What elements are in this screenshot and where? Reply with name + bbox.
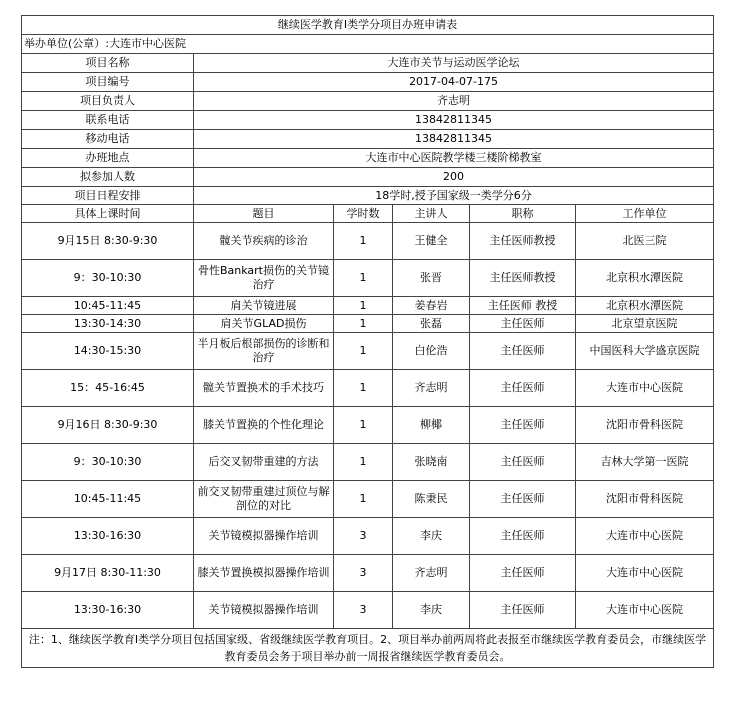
info-value: 13842811345 bbox=[194, 130, 714, 149]
session-time: 10:45-11:45 bbox=[22, 481, 194, 518]
session-speaker: 陈秉民 bbox=[393, 481, 470, 518]
session-hours: 1 bbox=[334, 481, 393, 518]
session-topic: 髋关节疾病的诊治 bbox=[194, 223, 334, 260]
session-speaker: 齐志明 bbox=[393, 370, 470, 407]
session-time: 14:30-15:30 bbox=[22, 333, 194, 370]
session-unit: 北京积水潭医院 bbox=[576, 297, 714, 315]
session-time: 15：45-16:45 bbox=[22, 370, 194, 407]
schedule-row bbox=[22, 223, 714, 260]
session-topic: 骨性Bankart损伤的关节镜治疗 bbox=[194, 260, 334, 297]
session-rank: 主任医师 bbox=[470, 407, 576, 444]
title-row bbox=[22, 16, 714, 35]
session-unit: 沈阳市骨科医院 bbox=[576, 407, 714, 444]
info-label: 项目编号 bbox=[22, 73, 194, 92]
session-time: 9月17日 8:30-11:30 bbox=[22, 555, 194, 592]
session-time: 13:30-16:30 bbox=[22, 592, 194, 629]
session-speaker: 张磊 bbox=[393, 315, 470, 333]
schedule-row bbox=[22, 481, 714, 518]
session-unit: 大连市中心医院 bbox=[576, 518, 714, 555]
note-row bbox=[22, 629, 714, 668]
session-unit: 沈阳市骨科医院 bbox=[576, 481, 714, 518]
session-speaker: 张晓南 bbox=[393, 444, 470, 481]
info-value: 18学时,授予国家级一类学分6分 bbox=[194, 187, 714, 205]
schedule-row bbox=[22, 444, 714, 481]
info-label: 联系电话 bbox=[22, 111, 194, 130]
schedule-row bbox=[22, 315, 714, 333]
session-hours: 1 bbox=[334, 315, 393, 333]
session-speaker: 柳椰 bbox=[393, 407, 470, 444]
session-speaker: 齐志明 bbox=[393, 555, 470, 592]
session-rank: 主任医师 bbox=[470, 518, 576, 555]
schedule-row bbox=[22, 518, 714, 555]
info-label: 拟参加人数 bbox=[22, 168, 194, 187]
organizer-label: 举办单位(公章）:大连市中心医院 bbox=[22, 35, 714, 54]
session-rank: 主任医师 bbox=[470, 592, 576, 629]
schedule-row bbox=[22, 297, 714, 315]
info-value: 大连市关节与运动医学论坛 bbox=[194, 54, 714, 73]
session-unit: 中国医科大学盛京医院 bbox=[576, 333, 714, 370]
info-label: 办班地点 bbox=[22, 149, 194, 168]
session-time: 13:30-14:30 bbox=[22, 315, 194, 333]
session-hours: 1 bbox=[334, 260, 393, 297]
session-unit: 吉林大学第一医院 bbox=[576, 444, 714, 481]
session-rank: 主任医师 bbox=[470, 481, 576, 518]
session-hours: 3 bbox=[334, 555, 393, 592]
header-speaker: 主讲人 bbox=[393, 205, 470, 223]
organizer-row bbox=[22, 35, 714, 54]
schedule-row bbox=[22, 370, 714, 407]
session-speaker: 李庆 bbox=[393, 518, 470, 555]
session-topic: 关节镜模拟器操作培训 bbox=[194, 592, 334, 629]
session-topic: 膝关节置换模拟器操作培训 bbox=[194, 555, 334, 592]
header-rank: 职称 bbox=[470, 205, 576, 223]
session-speaker: 王健全 bbox=[393, 223, 470, 260]
schedule-row bbox=[22, 260, 714, 297]
schedule-row bbox=[22, 407, 714, 444]
session-rank: 主任医师 bbox=[470, 444, 576, 481]
session-unit: 北医三院 bbox=[576, 223, 714, 260]
schedule-row bbox=[22, 592, 714, 629]
header-topic: 题目 bbox=[194, 205, 334, 223]
schedule-row bbox=[22, 333, 714, 370]
session-unit: 大连市中心医院 bbox=[576, 592, 714, 629]
info-row bbox=[22, 130, 714, 149]
info-value: 13842811345 bbox=[194, 111, 714, 130]
session-time: 9：30-10:30 bbox=[22, 444, 194, 481]
session-topic: 髋关节置换术的手术技巧 bbox=[194, 370, 334, 407]
session-hours: 1 bbox=[334, 407, 393, 444]
info-row bbox=[22, 149, 714, 168]
session-hours: 3 bbox=[334, 592, 393, 629]
session-hours: 3 bbox=[334, 518, 393, 555]
session-speaker: 张晋 bbox=[393, 260, 470, 297]
session-unit: 北京望京医院 bbox=[576, 315, 714, 333]
info-row bbox=[22, 73, 714, 92]
session-topic: 膝关节置换的个性化理论 bbox=[194, 407, 334, 444]
session-time: 13:30-16:30 bbox=[22, 518, 194, 555]
header-time: 具体上课时间 bbox=[22, 205, 194, 223]
session-hours: 1 bbox=[334, 333, 393, 370]
session-topic: 后交叉韧带重建的方法 bbox=[194, 444, 334, 481]
session-rank: 主任医师 bbox=[470, 370, 576, 407]
info-value: 大连市中心医院教学楼三楼阶梯教室 bbox=[194, 149, 714, 168]
info-row bbox=[22, 187, 714, 205]
form-title: 继续医学教育I类学分项目办班申请表 bbox=[22, 16, 714, 35]
schedule-header-row bbox=[22, 205, 714, 223]
info-value: 2017-04-07-175 bbox=[194, 73, 714, 92]
session-hours: 1 bbox=[334, 370, 393, 407]
session-rank: 主任医师教授 bbox=[470, 260, 576, 297]
session-rank: 主任医师 bbox=[470, 555, 576, 592]
info-label: 项目日程安排 bbox=[22, 187, 194, 205]
session-rank: 主任医师教授 bbox=[470, 223, 576, 260]
session-hours: 1 bbox=[334, 223, 393, 260]
session-unit: 大连市中心医院 bbox=[576, 370, 714, 407]
application-table bbox=[21, 15, 714, 668]
info-label: 项目负责人 bbox=[22, 92, 194, 111]
info-row bbox=[22, 92, 714, 111]
session-topic: 关节镜模拟器操作培训 bbox=[194, 518, 334, 555]
session-topic: 半月板后根部损伤的诊断和治疗 bbox=[194, 333, 334, 370]
session-time: 9月15日 8:30-9:30 bbox=[22, 223, 194, 260]
session-rank: 主任医师 bbox=[470, 315, 576, 333]
application-form bbox=[21, 15, 713, 668]
header-unit: 工作单位 bbox=[576, 205, 714, 223]
session-speaker: 李庆 bbox=[393, 592, 470, 629]
session-time: 9月16日 8:30-9:30 bbox=[22, 407, 194, 444]
session-topic: 前交叉韧带重建过顶位与解剖位的对比 bbox=[194, 481, 334, 518]
session-time: 9：30-10:30 bbox=[22, 260, 194, 297]
session-topic: 肩关节镜进展 bbox=[194, 297, 334, 315]
schedule-row bbox=[22, 555, 714, 592]
header-hours: 学时数 bbox=[334, 205, 393, 223]
session-hours: 1 bbox=[334, 297, 393, 315]
session-speaker: 姜春岩 bbox=[393, 297, 470, 315]
session-hours: 1 bbox=[334, 444, 393, 481]
session-unit: 北京积水潭医院 bbox=[576, 260, 714, 297]
info-label: 移动电话 bbox=[22, 130, 194, 149]
info-row bbox=[22, 168, 714, 187]
info-row bbox=[22, 54, 714, 73]
session-rank: 主任医师 bbox=[470, 333, 576, 370]
footnote: 注：1、继续医学教育Ⅰ类学分项目包括国家级、省级继续医学教育项目。2、项目举办前两周将此表报至市继续医学教育委员会，市继续医学教育委员会务于项目举办前一周报省继续医学教育委员会。 bbox=[22, 629, 714, 668]
session-rank: 主任医师 教授 bbox=[470, 297, 576, 315]
session-unit: 大连市中心医院 bbox=[576, 555, 714, 592]
info-label: 项目名称 bbox=[22, 54, 194, 73]
session-topic: 肩关节GLAD损伤 bbox=[194, 315, 334, 333]
session-time: 10:45-11:45 bbox=[22, 297, 194, 315]
info-row bbox=[22, 111, 714, 130]
session-speaker: 白伦浩 bbox=[393, 333, 470, 370]
info-value: 齐志明 bbox=[194, 92, 714, 111]
info-value: 200 bbox=[194, 168, 714, 187]
